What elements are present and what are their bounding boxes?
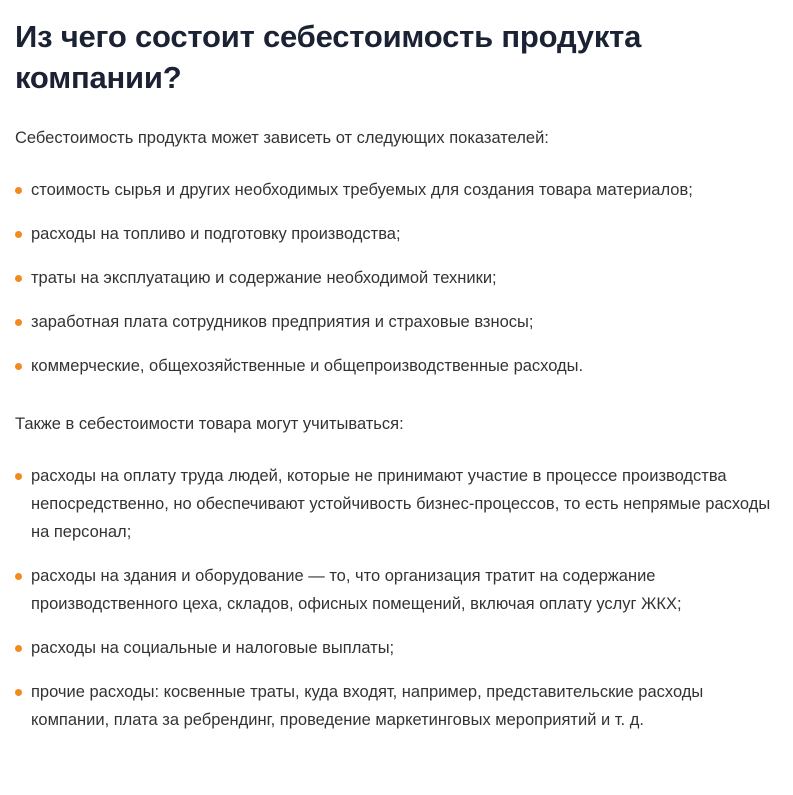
list-item-text: траты на эксплуатацию и содержание необходимой техники;	[31, 269, 497, 287]
list-item	[15, 634, 777, 662]
secondary-intro-paragraph: Также в себестоимости товара могут учитываться:	[15, 415, 404, 433]
list-item	[15, 562, 777, 618]
list-item-text: расходы на оплату труда людей, которые не принимают участие в процессе производства непосредственно, но обеспечивают устойчивость бизнес-процессов, то есть непрямые расходы на персонал;	[31, 467, 771, 541]
bullet-dot-icon	[15, 363, 22, 370]
article-title: Из чего состоит себестоимость продукта компании?	[15, 19, 642, 95]
intro-paragraph: Себестоимость продукта может зависеть от следующих показателей:	[15, 129, 549, 147]
list-item-text: коммерческие, общехозяйственные и общепроизводственные расходы.	[31, 357, 584, 375]
bullet-dot-icon	[15, 645, 22, 652]
list-item	[15, 176, 777, 204]
bullet-dot-icon	[15, 275, 22, 282]
list-item	[15, 678, 777, 734]
list-item-text: расходы на здания и оборудование — то, что организация тратит на содержание производственного цеха, складов, офисных помещений, включая оплату услуг ЖКХ;	[31, 567, 682, 613]
list-item-text: стоимость сырья и других необходимых требуемых для создания товара материалов;	[31, 181, 693, 199]
bullet-dot-icon	[15, 689, 22, 696]
bullet-dot-icon	[15, 187, 22, 194]
list-item-text: расходы на социальные и налоговые выплаты;	[31, 639, 395, 657]
bullet-dot-icon	[15, 573, 22, 580]
list-item-text: расходы на топливо и подготовку производства;	[31, 225, 401, 243]
list-item-text: заработная плата сотрудников предприятия и страховые взносы;	[31, 313, 534, 331]
bullet-dot-icon	[15, 319, 22, 326]
additional-costs-list	[15, 462, 777, 734]
bullet-dot-icon	[15, 473, 22, 480]
list-item	[15, 220, 777, 248]
list-item	[15, 352, 777, 380]
cost-components-list	[15, 176, 777, 380]
list-item	[15, 264, 777, 292]
list-item	[15, 462, 777, 546]
bullet-dot-icon	[15, 231, 22, 238]
list-item-text: прочие расходы: косвенные траты, куда входят, например, представительские расходы компании, плата за ребрендинг, проведение маркетинговых мероприятий и т. д.	[31, 683, 704, 729]
list-item	[15, 308, 777, 336]
